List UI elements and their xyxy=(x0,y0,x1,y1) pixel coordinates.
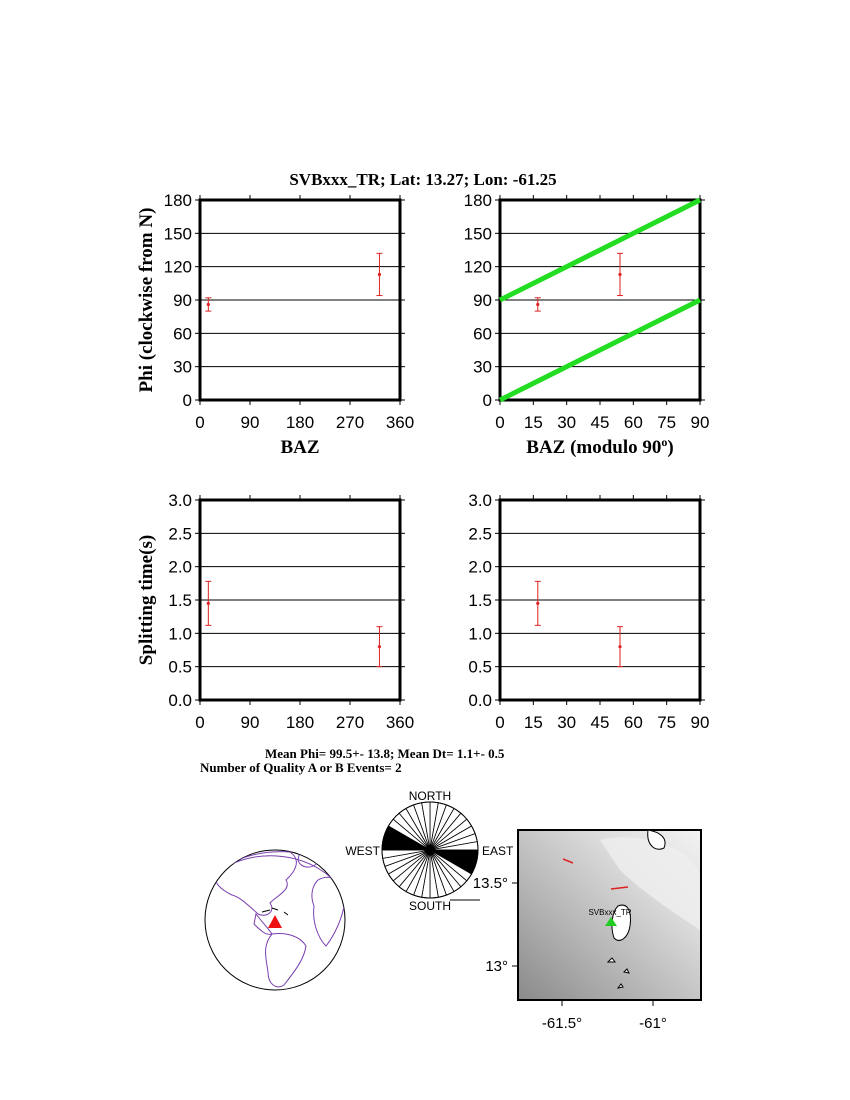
figure-title: SVBxxx_TR; Lat: 13.27; Lon: -61.25 xyxy=(289,170,557,189)
map-y-tick-label: 13.5° xyxy=(472,875,508,892)
point-marker xyxy=(378,273,381,276)
rose-label-east: EAST xyxy=(482,844,514,858)
y-tick-label: 60 xyxy=(173,324,192,344)
y-tick-label: 2.0 xyxy=(168,557,192,577)
y-tick-label: 30 xyxy=(473,357,492,377)
x-tick-label: 90 xyxy=(240,413,260,432)
y-tick-label: 120 xyxy=(463,257,492,277)
y-tick-label: 2.0 xyxy=(468,557,492,577)
x-tick-label: 30 xyxy=(557,413,577,432)
x-tick-label: 0 xyxy=(495,413,505,432)
y-tick-label: 120 xyxy=(163,257,192,277)
map-x-tick-label: -61.5° xyxy=(541,1015,583,1032)
map-y-tick-label: 13° xyxy=(485,958,508,975)
data-point xyxy=(205,581,211,625)
x-tick-label: 90 xyxy=(690,713,710,732)
summary-line-2: Number of Quality A or B Events= 2 xyxy=(200,760,402,775)
point-marker xyxy=(207,303,210,306)
y-tick-label: 2.5 xyxy=(168,524,192,544)
point-marker xyxy=(618,645,621,648)
x-tick-label: 90 xyxy=(690,413,710,432)
y-tick-label: 1.5 xyxy=(468,591,492,610)
chart-top-right xyxy=(464,191,710,458)
x-tick-label: 360 xyxy=(385,413,415,432)
chart-top-left xyxy=(136,191,414,458)
x-tick-label: 270 xyxy=(335,413,365,432)
x-tick-label: 45 xyxy=(590,413,610,432)
y-tick-label: 150 xyxy=(163,224,192,244)
x-tick-label: 60 xyxy=(623,713,643,732)
y-tick-label: 0.0 xyxy=(168,691,192,710)
modulo-line xyxy=(500,200,700,300)
x-tick-label: 45 xyxy=(590,713,610,732)
y-tick-label: 1.0 xyxy=(168,624,192,644)
x-tick-label: 0 xyxy=(195,413,205,432)
x-axis-label: BAZ xyxy=(280,437,320,458)
chart-bottom-left xyxy=(136,491,414,732)
x-tick-label: 270 xyxy=(335,713,365,732)
data-point xyxy=(376,627,382,667)
chart-bottom-right xyxy=(468,491,709,732)
rose-label-north: NORTH xyxy=(408,789,452,803)
x-tick-label: 180 xyxy=(285,713,315,732)
point-marker xyxy=(378,645,381,648)
data-point xyxy=(617,627,623,667)
map-x-tick-label: -61° xyxy=(639,1015,667,1032)
x-tick-label: 180 xyxy=(285,413,315,432)
y-tick-label: 1.0 xyxy=(468,624,492,644)
data-point xyxy=(376,253,382,295)
rose-label-west: WEST xyxy=(345,844,380,858)
y-tick-label: 180 xyxy=(163,191,192,210)
y-tick-label: 3.0 xyxy=(168,491,192,510)
y-axis-label: Splitting time(s) xyxy=(136,534,157,666)
data-point xyxy=(617,253,623,295)
y-tick-label: 0.0 xyxy=(468,691,492,710)
rose-diagram xyxy=(382,802,480,900)
x-tick-label: 60 xyxy=(623,413,643,432)
point-marker xyxy=(536,602,539,605)
x-tick-label: 90 xyxy=(240,713,260,732)
x-tick-label: 75 xyxy=(657,713,677,732)
x-tick-label: 30 xyxy=(557,713,577,732)
y-tick-label: 30 xyxy=(173,357,192,377)
x-tick-label: 15 xyxy=(523,413,543,432)
point-marker xyxy=(536,303,539,306)
y-axis-label: Phi (clockwise from N) xyxy=(136,207,157,393)
point-marker xyxy=(207,602,210,605)
y-tick-label: 150 xyxy=(463,224,492,244)
x-tick-label: 0 xyxy=(495,713,505,732)
x-tick-label: 15 xyxy=(523,713,543,732)
point-marker xyxy=(618,273,621,276)
y-tick-label: 90 xyxy=(473,291,492,310)
y-tick-label: 3.0 xyxy=(468,491,492,510)
data-point xyxy=(535,581,541,625)
x-axis-label: BAZ (modulo 90$^o$) xyxy=(526,435,674,458)
y-tick-label: 180 xyxy=(463,191,492,210)
charts xyxy=(136,191,709,732)
y-tick-label: 1.5 xyxy=(168,591,192,610)
y-tick-label: 0.5 xyxy=(168,657,192,677)
x-tick-label: 360 xyxy=(385,713,415,732)
y-tick-label: 60 xyxy=(473,324,492,344)
y-tick-label: 0 xyxy=(182,391,192,410)
globe-inset xyxy=(205,849,348,990)
y-tick-label: 2.5 xyxy=(468,524,492,544)
x-tick-label: 0 xyxy=(195,713,205,732)
summary-line-1: Mean Phi= 99.5+- 13.8; Mean Dt= 1.1+- 0.5 xyxy=(265,746,505,761)
y-tick-label: 90 xyxy=(173,291,192,310)
rose-label-south: SOUTH xyxy=(409,899,451,913)
y-tick-label: 0 xyxy=(482,391,492,410)
modulo-line xyxy=(500,300,700,400)
map-station-label: SVBxxx_TR xyxy=(588,908,632,917)
map-inset xyxy=(473,830,701,1032)
y-tick-label: 0.5 xyxy=(468,657,492,677)
x-tick-label: 75 xyxy=(657,413,677,432)
